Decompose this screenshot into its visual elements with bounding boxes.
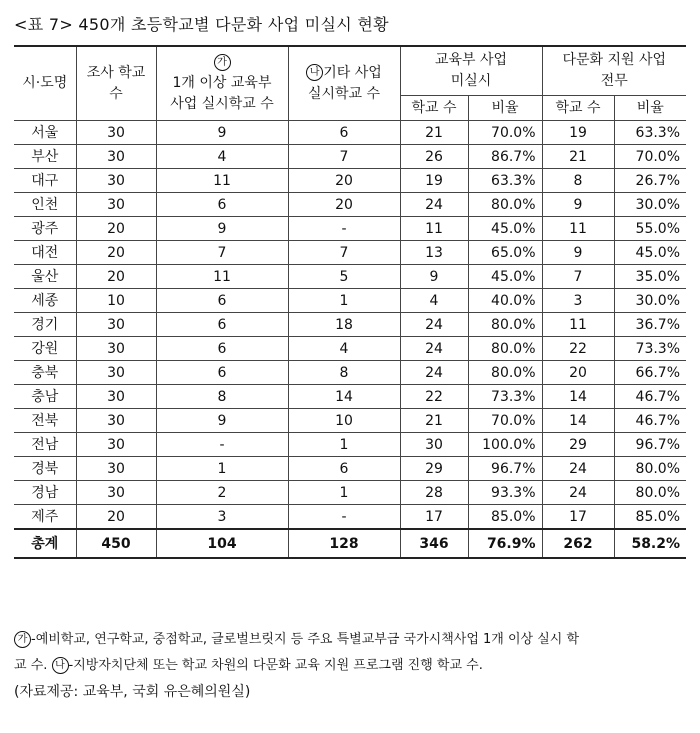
table-row: [14, 337, 686, 361]
cell-mc-ratio: 45.0%: [614, 241, 686, 265]
footnotes: [14, 627, 690, 705]
cell-moe-count: 22: [400, 385, 468, 409]
cell-mc-count: 3: [542, 289, 614, 313]
table-row: [14, 409, 686, 433]
table-row: [14, 313, 686, 337]
cell-moe-count: 24: [400, 361, 468, 385]
cell-moe-count: 30: [400, 433, 468, 457]
cell-col-b: 18: [288, 313, 400, 337]
mark-b-icon: 나: [306, 64, 323, 81]
table-row: [14, 193, 686, 217]
cell-col-b: 10: [288, 409, 400, 433]
cell-col-a: 3: [156, 505, 288, 530]
cell-surveyed: 30: [76, 481, 156, 505]
cell-col-b: 1: [288, 481, 400, 505]
cell-col-a: 8: [156, 385, 288, 409]
cell-mc-count: 9: [542, 193, 614, 217]
cell-region: 충북: [14, 361, 76, 385]
cell-col-b: 128: [288, 529, 400, 558]
cell-region: 전남: [14, 433, 76, 457]
table-row: [14, 481, 686, 505]
cell-moe-ratio: 65.0%: [468, 241, 542, 265]
header-col-a: 가 1개 이상 교육부 사업 실시학교 수: [156, 46, 288, 121]
cell-col-b: 14: [288, 385, 400, 409]
cell-col-a: 11: [156, 265, 288, 289]
cell-mc-count: 14: [542, 409, 614, 433]
cell-moe-ratio: 96.7%: [468, 457, 542, 481]
cell-surveyed: 20: [76, 505, 156, 530]
cell-moe-count: 21: [400, 121, 468, 145]
cell-region: 경북: [14, 457, 76, 481]
table-row: [14, 361, 686, 385]
cell-moe-count: 9: [400, 265, 468, 289]
cell-moe-count: 24: [400, 337, 468, 361]
mark-a-icon: 가: [214, 54, 231, 71]
cell-mc-count: 9: [542, 241, 614, 265]
table-row: [14, 169, 686, 193]
cell-col-b: 6: [288, 457, 400, 481]
cell-surveyed: 30: [76, 121, 156, 145]
cell-moe-count: 26: [400, 145, 468, 169]
cell-col-a: 1: [156, 457, 288, 481]
cell-col-a: 6: [156, 361, 288, 385]
cell-region: 인천: [14, 193, 76, 217]
cell-surveyed: 30: [76, 385, 156, 409]
table-row: [14, 505, 686, 530]
cell-region: 충남: [14, 385, 76, 409]
table-row: [14, 385, 686, 409]
cell-mc-ratio: 30.0%: [614, 289, 686, 313]
cell-moe-count: 13: [400, 241, 468, 265]
header-moe-count: 학교 수: [400, 96, 468, 121]
cell-mc-ratio: 26.7%: [614, 169, 686, 193]
cell-col-b: 20: [288, 169, 400, 193]
header-moe: 교육부 사업 미실시: [400, 46, 542, 96]
cell-surveyed: 30: [76, 169, 156, 193]
cell-moe-count: 4: [400, 289, 468, 313]
stats-table: [14, 45, 686, 559]
table-title: <표 7> 450개 초등학교별 다문화 사업 미실시 현황: [14, 15, 389, 34]
cell-mc-count: 29: [542, 433, 614, 457]
cell-mc-ratio: 66.7%: [614, 361, 686, 385]
cell-moe-ratio: 80.0%: [468, 337, 542, 361]
cell-col-a: -: [156, 433, 288, 457]
cell-mc-count: 24: [542, 457, 614, 481]
cell-mc-ratio: 46.7%: [614, 385, 686, 409]
footnote-1: 가 -예비학교, 연구학교, 중점학교, 글로벌브릿지 등 주요 특별교부금 국가시책사업 1개 이상 실시 학: [14, 627, 690, 653]
cell-col-b: 4: [288, 337, 400, 361]
cell-surveyed: 20: [76, 217, 156, 241]
cell-moe-ratio: 80.0%: [468, 361, 542, 385]
cell-mc-ratio: 58.2%: [614, 529, 686, 558]
cell-col-b: 7: [288, 145, 400, 169]
cell-region: 총계: [14, 529, 76, 558]
cell-mc-count: 22: [542, 337, 614, 361]
cell-region: 경기: [14, 313, 76, 337]
cell-col-a: 7: [156, 241, 288, 265]
mark-b-icon: 나: [52, 657, 69, 674]
cell-moe-count: 29: [400, 457, 468, 481]
cell-mc-count: 21: [542, 145, 614, 169]
cell-col-a: 9: [156, 217, 288, 241]
cell-moe-count: 21: [400, 409, 468, 433]
cell-moe-ratio: 40.0%: [468, 289, 542, 313]
cell-surveyed: 30: [76, 409, 156, 433]
cell-col-a: 104: [156, 529, 288, 558]
cell-mc-count: 24: [542, 481, 614, 505]
cell-col-b: 8: [288, 361, 400, 385]
header-surveyed: 조사 학교 수: [76, 46, 156, 121]
header-region: 시·도명: [14, 46, 76, 121]
cell-col-b: 5: [288, 265, 400, 289]
cell-col-b: 6: [288, 121, 400, 145]
cell-surveyed: 30: [76, 145, 156, 169]
cell-col-b: -: [288, 505, 400, 530]
cell-moe-ratio: 80.0%: [468, 313, 542, 337]
cell-col-a: 11: [156, 169, 288, 193]
cell-mc-ratio: 35.0%: [614, 265, 686, 289]
cell-mc-ratio: 80.0%: [614, 481, 686, 505]
cell-surveyed: 30: [76, 313, 156, 337]
cell-surveyed: 30: [76, 337, 156, 361]
cell-moe-count: 19: [400, 169, 468, 193]
cell-moe-count: 28: [400, 481, 468, 505]
cell-col-a: 9: [156, 409, 288, 433]
header-moe-ratio: 비율: [468, 96, 542, 121]
cell-region: 경남: [14, 481, 76, 505]
table-row: [14, 457, 686, 481]
cell-moe-ratio: 45.0%: [468, 217, 542, 241]
cell-mc-ratio: 63.3%: [614, 121, 686, 145]
total-row: [14, 529, 686, 558]
cell-region: 강원: [14, 337, 76, 361]
cell-moe-ratio: 100.0%: [468, 433, 542, 457]
header-mc-count: 학교 수: [542, 96, 614, 121]
cell-moe-ratio: 70.0%: [468, 121, 542, 145]
cell-mc-ratio: 55.0%: [614, 217, 686, 241]
cell-surveyed: 30: [76, 193, 156, 217]
cell-mc-count: 17: [542, 505, 614, 530]
cell-surveyed: 30: [76, 457, 156, 481]
cell-moe-ratio: 45.0%: [468, 265, 542, 289]
cell-mc-count: 11: [542, 313, 614, 337]
cell-region: 울산: [14, 265, 76, 289]
table-row: [14, 433, 686, 457]
cell-surveyed: 450: [76, 529, 156, 558]
header-mc-ratio: 비율: [614, 96, 686, 121]
cell-mc-count: 19: [542, 121, 614, 145]
cell-mc-count: 262: [542, 529, 614, 558]
cell-moe-ratio: 93.3%: [468, 481, 542, 505]
cell-mc-ratio: 96.7%: [614, 433, 686, 457]
cell-col-a: 9: [156, 121, 288, 145]
cell-region: 대구: [14, 169, 76, 193]
table-row: [14, 121, 686, 145]
cell-col-b: 1: [288, 433, 400, 457]
table-row: [14, 289, 686, 313]
cell-col-b: 7: [288, 241, 400, 265]
cell-mc-count: 14: [542, 385, 614, 409]
cell-surveyed: 10: [76, 289, 156, 313]
header-col-b: 나 기타 사업 실시학교 수: [288, 46, 400, 121]
header-multicultural: 다문화 지원 사업 전무: [542, 46, 686, 96]
table-row: [14, 145, 686, 169]
cell-moe-ratio: 63.3%: [468, 169, 542, 193]
cell-moe-ratio: 76.9%: [468, 529, 542, 558]
mark-a-icon: 가: [14, 631, 31, 648]
cell-region: 전북: [14, 409, 76, 433]
cell-mc-ratio: 80.0%: [614, 457, 686, 481]
cell-mc-ratio: 30.0%: [614, 193, 686, 217]
cell-mc-ratio: 46.7%: [614, 409, 686, 433]
cell-mc-ratio: 85.0%: [614, 505, 686, 530]
cell-region: 대전: [14, 241, 76, 265]
cell-col-a: 6: [156, 193, 288, 217]
cell-col-a: 2: [156, 481, 288, 505]
cell-surveyed: 30: [76, 433, 156, 457]
cell-moe-count: 17: [400, 505, 468, 530]
source-note: (자료제공: 교육부, 국회 유은혜의원실): [14, 684, 251, 700]
cell-moe-ratio: 73.3%: [468, 385, 542, 409]
cell-surveyed: 20: [76, 241, 156, 265]
cell-mc-count: 7: [542, 265, 614, 289]
cell-moe-ratio: 80.0%: [468, 193, 542, 217]
table-row: [14, 265, 686, 289]
cell-col-b: 1: [288, 289, 400, 313]
cell-surveyed: 20: [76, 265, 156, 289]
cell-moe-count: 24: [400, 313, 468, 337]
cell-col-a: 6: [156, 289, 288, 313]
cell-region: 부산: [14, 145, 76, 169]
cell-surveyed: 30: [76, 361, 156, 385]
cell-region: 세종: [14, 289, 76, 313]
table-body: [14, 121, 686, 559]
cell-col-a: 6: [156, 337, 288, 361]
cell-mc-ratio: 36.7%: [614, 313, 686, 337]
cell-moe-count: 11: [400, 217, 468, 241]
footnote-2: 교 수. 나 -지방자치단체 또는 학교 차원의 다문화 교육 지원 프로그램 진행 학교 수.: [14, 658, 483, 673]
cell-col-b: 20: [288, 193, 400, 217]
cell-col-a: 6: [156, 313, 288, 337]
table-row: [14, 241, 686, 265]
cell-moe-count: 346: [400, 529, 468, 558]
table-row: [14, 217, 686, 241]
cell-mc-count: 20: [542, 361, 614, 385]
cell-moe-count: 24: [400, 193, 468, 217]
cell-moe-ratio: 85.0%: [468, 505, 542, 530]
cell-mc-ratio: 73.3%: [614, 337, 686, 361]
cell-mc-count: 11: [542, 217, 614, 241]
cell-mc-ratio: 70.0%: [614, 145, 686, 169]
cell-moe-ratio: 70.0%: [468, 409, 542, 433]
cell-mc-count: 8: [542, 169, 614, 193]
cell-region: 서울: [14, 121, 76, 145]
cell-col-a: 4: [156, 145, 288, 169]
cell-col-b: -: [288, 217, 400, 241]
cell-region: 광주: [14, 217, 76, 241]
cell-moe-ratio: 86.7%: [468, 145, 542, 169]
cell-region: 제주: [14, 505, 76, 530]
